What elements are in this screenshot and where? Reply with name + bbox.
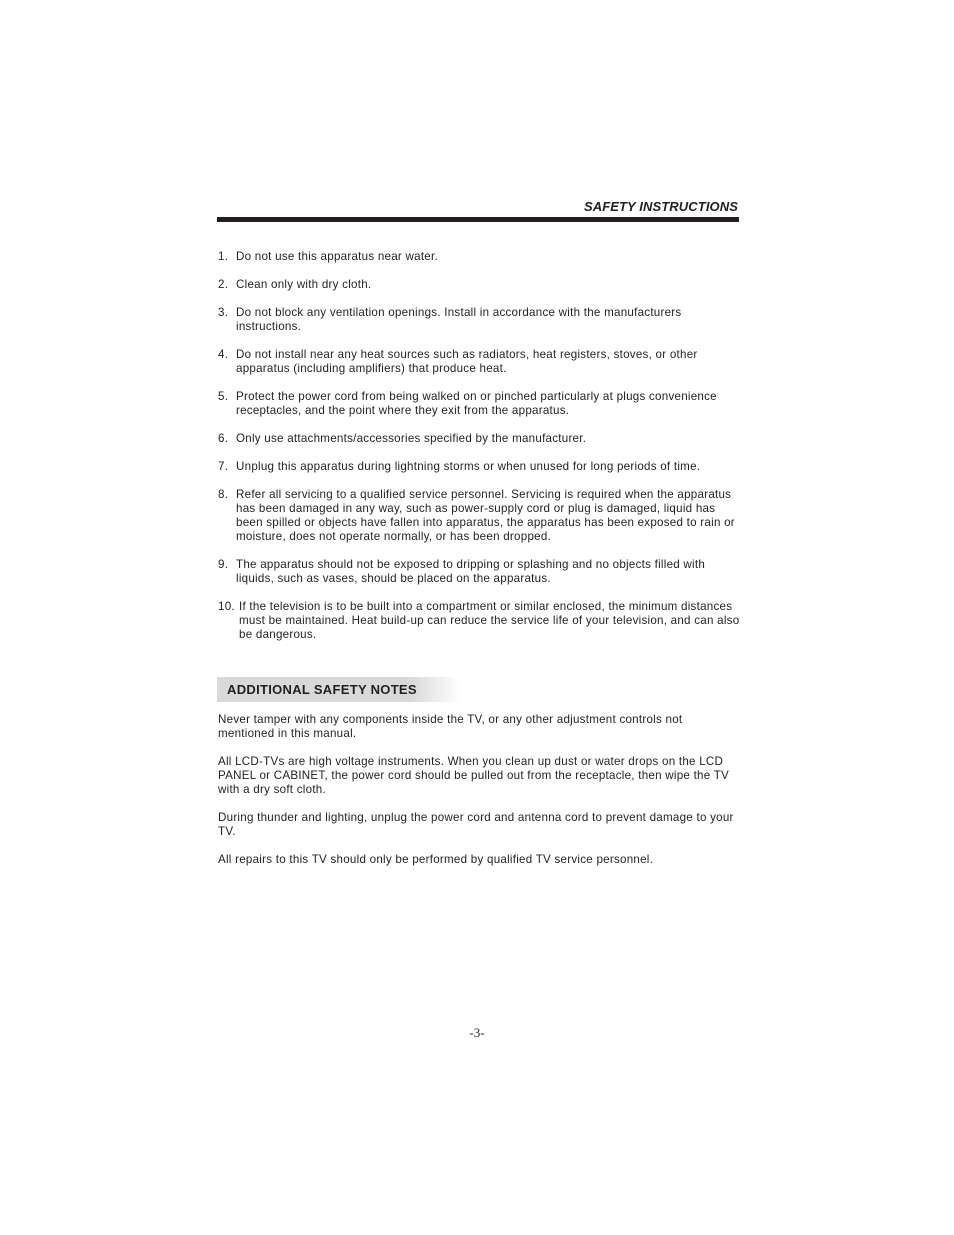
item-text: If the television is to be built into a compartment or similar enclosed, the minimum distances must be maintained. Heat build-up can reduce the service life of your television, and can also be dangerous. — [239, 600, 740, 641]
page-title: SAFETY INSTRUCTIONS — [583, 199, 738, 214]
section-heading — [217, 677, 460, 702]
list-item — [218, 348, 742, 376]
item-number: 5. — [218, 390, 229, 403]
additional-notes — [218, 713, 742, 881]
item-number: 7. — [218, 460, 229, 473]
item-number: 9. — [218, 558, 229, 571]
item-text: Do not use this apparatus near water. — [236, 250, 438, 263]
page-number: -3- — [469, 1025, 485, 1040]
list-item — [218, 390, 742, 418]
note-paragraph: All repairs to this TV should only be performed by qualified TV service personnel. — [218, 853, 654, 866]
item-number: 1. — [218, 250, 229, 263]
item-number: 4. — [218, 348, 229, 361]
list-item — [218, 306, 742, 334]
note-paragraph: Never tamper with any components inside the TV, or any other adjustment controls not mentioned in this manual. — [218, 713, 683, 740]
header-rule — [217, 217, 739, 222]
list-item — [218, 558, 742, 586]
item-number: 8. — [218, 488, 229, 501]
note-paragraph: All LCD-TVs are high voltage instruments. When you clean up dust or water drops on the LCD PANEL or CABINET, the power cord should be pulled out from the receptacle, then wipe the TV with a dry soft cloth. — [218, 755, 730, 796]
item-number: 10. — [218, 600, 235, 613]
item-text: Refer all servicing to a qualified service personnel. Servicing is required when the apparatus has been damaged in any way, such as power-supply cord or plug is damaged, liquid has been spilled or objects have fallen into apparatus, the apparatus has been exposed to rain or moisture, does not operate normally, or has been dropped. — [236, 488, 735, 543]
list-item — [218, 250, 742, 264]
item-text: Do not install near any heat sources such as radiators, heat registers, stoves, or other apparatus (including amplifiers) that produce heat. — [236, 348, 698, 375]
list-item — [218, 278, 742, 292]
list-item — [218, 460, 742, 474]
note-paragraph: During thunder and lighting, unplug the power cord and antenna cord to prevent damage to your TV. — [218, 811, 734, 838]
item-text: Unplug this apparatus during lightning storms or when unused for long periods of time. — [236, 460, 701, 473]
item-number: 3. — [218, 306, 229, 319]
item-text: Do not block any ventilation openings. Install in accordance with the manufacturers instructions. — [236, 306, 682, 333]
list-item — [218, 432, 742, 446]
item-text: The apparatus should not be exposed to dripping or splashing and no objects filled with liquids, such as vases, should be placed on the apparatus. — [236, 558, 706, 585]
safety-instructions-list — [218, 250, 742, 656]
section-heading-label: ADDITIONAL SAFETY NOTES — [227, 682, 417, 697]
item-text: Protect the power cord from being walked on or pinched particularly at plugs convenience receptacles, and the point where they exit from the apparatus. — [236, 390, 717, 417]
list-item — [218, 488, 742, 544]
item-text: Only use attachments/accessories specified by the manufacturer. — [236, 432, 587, 445]
item-number: 6. — [218, 432, 229, 445]
item-number: 2. — [218, 278, 229, 291]
list-item — [218, 600, 742, 642]
item-text: Clean only with dry cloth. — [236, 278, 372, 291]
